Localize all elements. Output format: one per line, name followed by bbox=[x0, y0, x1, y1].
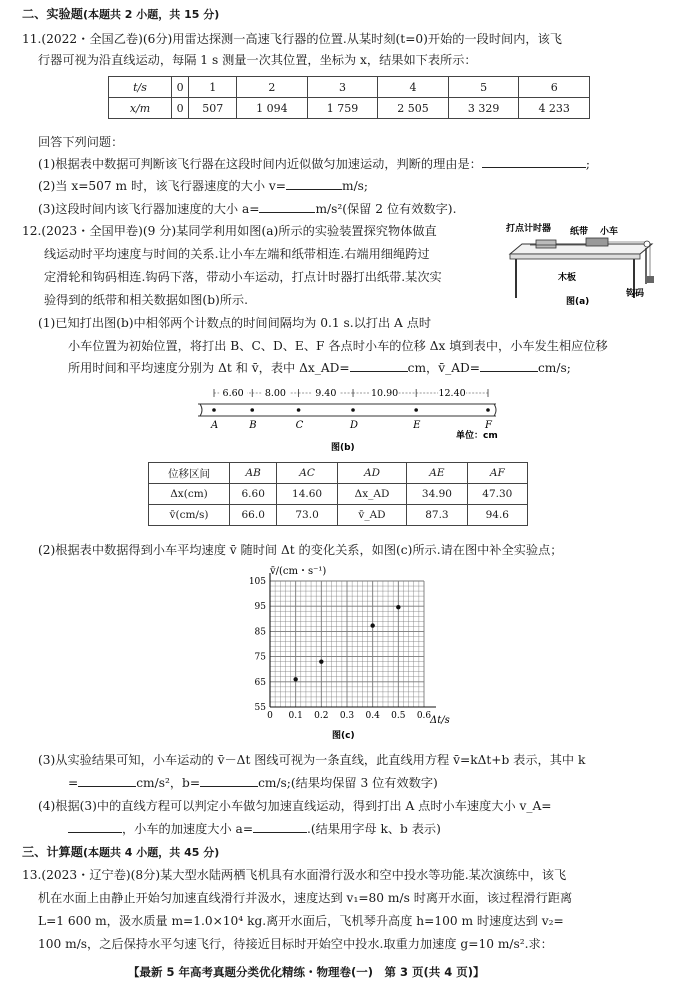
answer-blank[interactable] bbox=[68, 820, 122, 833]
y-tick-label: 95 bbox=[254, 602, 266, 613]
q11-sub3-text: (3)这段时间内该飞行器加速度的大小 a= bbox=[38, 202, 260, 216]
q12-sub4-text: .(结果用字母 k、b 表示) bbox=[307, 822, 441, 836]
q12-sub4-text: ，小车的加速度大小 a= bbox=[122, 822, 254, 836]
q11-table bbox=[108, 76, 590, 119]
table-cell: Δx_AD bbox=[337, 484, 407, 505]
tape-point-label: E bbox=[413, 420, 421, 431]
table-cell: 4 233 bbox=[519, 98, 590, 119]
q11-sub1-end: ; bbox=[585, 157, 590, 171]
table-cell: AF bbox=[467, 463, 527, 484]
tape-segment-label: 12.40 bbox=[438, 388, 466, 399]
table-cell: 34.90 bbox=[407, 484, 467, 505]
q13-line: L=1 600 m，汲水质量 m=1.0×10⁴ kg.离开水面后，飞机琴升高度 h=100 m 时速度达到 v₂= bbox=[38, 914, 564, 928]
table-cell: AC bbox=[277, 463, 337, 484]
q13-line: 机在水面上由静止开始匀加速直线滑行并汲水，速度达到 v₁=80 m/s 时离开水面，该过程滑行距离 bbox=[38, 891, 573, 905]
board-label: 木板 bbox=[558, 273, 577, 283]
tape-dot bbox=[351, 408, 355, 412]
y-tick-label: 65 bbox=[254, 677, 266, 688]
table-cell: 6.60 bbox=[230, 484, 277, 505]
table-cell: 94.6 bbox=[467, 505, 527, 526]
table-cell: 0 bbox=[172, 98, 189, 119]
chart-figure bbox=[236, 563, 456, 741]
tape-dot bbox=[414, 408, 418, 412]
q12-sub1-text: cm/s; bbox=[537, 361, 571, 375]
table-cell: AD bbox=[337, 463, 407, 484]
q12-sub1-text: 所用时间和平均速度分别为 Δt 和 v̄，表中 Δx_AD= bbox=[68, 361, 350, 375]
table-cell: 87.3 bbox=[407, 505, 467, 526]
data-point bbox=[396, 605, 400, 609]
x-tick-label: 0.2 bbox=[314, 711, 329, 721]
q13-line: 100 m/s，之后保持水平匀速飞行，待接近目标时开始空中投水.取重力加速度 g=10 m/s².求： bbox=[38, 937, 553, 951]
page-footer: 【最新 5 年高考真题分类优化精练・物理卷(一) 第 3 页(共 4 页)】 bbox=[128, 965, 485, 979]
y-tick-label: 85 bbox=[254, 627, 266, 638]
section-heading bbox=[22, 5, 219, 24]
q11-sub1 bbox=[38, 155, 590, 173]
answer-blank[interactable] bbox=[200, 774, 258, 787]
table-row bbox=[109, 77, 590, 98]
tape-dot bbox=[250, 408, 254, 412]
tape-point-label: B bbox=[249, 420, 257, 431]
table-cell: 2 bbox=[237, 77, 308, 98]
table-cell: 3 329 bbox=[448, 98, 519, 119]
table-cell: 6 bbox=[519, 77, 590, 98]
table-cell: v̄(cm/s) bbox=[149, 505, 230, 526]
table-cell: 73.0 bbox=[277, 505, 337, 526]
y-tick-label: 75 bbox=[254, 652, 266, 663]
q12-line: 线运动时平均速度与时间的关系.让小车左端和纸带相连.右端用细绳跨过 bbox=[44, 247, 430, 261]
answer-blank[interactable] bbox=[480, 359, 538, 372]
x-tick-label: 0.6 bbox=[416, 711, 432, 721]
tape-point-label: C bbox=[295, 420, 304, 431]
tape-segment-label: 10.90 bbox=[370, 388, 399, 399]
figure-caption: 图(a) bbox=[566, 297, 590, 307]
chart-caption: 图(c) bbox=[332, 731, 355, 741]
pulley-drawing bbox=[644, 241, 650, 247]
tape-segment-label: 8.00 bbox=[264, 388, 286, 399]
q12-sub4-line bbox=[68, 820, 441, 838]
answer-blank[interactable] bbox=[78, 774, 136, 787]
q12-line: 12.(2023・全国甲卷)(9 分)某同学利用如图(a)所示的实验装置探究物体做直 bbox=[22, 224, 437, 238]
x-tick-label: 0.5 bbox=[391, 711, 406, 721]
q11-sub2 bbox=[38, 177, 368, 195]
q12-sub3-text: = bbox=[68, 776, 79, 790]
tape-dot bbox=[297, 408, 301, 412]
section-title: 三、计算题 bbox=[22, 845, 83, 859]
table-row bbox=[149, 505, 528, 526]
answer-blank[interactable] bbox=[350, 359, 408, 372]
table-row bbox=[149, 484, 528, 505]
q12-sub4-line: (4)根据(3)中的直线方程可以判定小车做匀加速直线运动，得到打出 A 点时小车速度大小 v_A= bbox=[38, 799, 552, 813]
q11-sub1-text: (1)根据表中数据可判断该飞行器在这段时间内近似做匀加速运动，判断的理由是： bbox=[38, 157, 482, 171]
q11-line: 11.(2022・全国乙卷)(6分)用雷达探测一高速飞行器的位置.从某时刻(t=0)开始的一段时间内，该飞 bbox=[22, 32, 562, 46]
table-cell: 位移区间 bbox=[149, 463, 230, 484]
table-cell: t/s bbox=[109, 77, 172, 98]
table-cell: 1 759 bbox=[307, 98, 378, 119]
answer-blank[interactable] bbox=[253, 820, 307, 833]
q12-sub1-line: (1)已知打出图(b)中相邻两个计数点的时间间隔均为 0.1 s.以打出 A 点时 bbox=[38, 316, 432, 330]
table-row bbox=[109, 98, 590, 119]
tape-dot bbox=[212, 408, 216, 412]
cart-label: 小车 bbox=[600, 227, 619, 237]
answer-intro: 回答下列问题： bbox=[38, 135, 124, 149]
table-cell: 0 bbox=[172, 77, 189, 98]
q11-sub2-unit: m/s; bbox=[342, 179, 369, 193]
table-cell: 14.60 bbox=[277, 484, 337, 505]
tape-dot bbox=[486, 408, 490, 412]
q12-line: 定滑轮和钩码相连.钩码下落，带动小车运动，打点计时器打出纸带.某次实 bbox=[44, 270, 442, 284]
x-tick-label: 0.3 bbox=[339, 711, 355, 721]
timer-label: 打点计时器 bbox=[506, 224, 552, 234]
table-cell: v̄_AD bbox=[337, 505, 407, 526]
section-title: 二、实验题 bbox=[22, 7, 83, 21]
weight-drawing bbox=[647, 276, 654, 283]
x-tick-label: 0.1 bbox=[288, 711, 303, 721]
weight-label: 钩码 bbox=[626, 289, 645, 299]
table-cell: 507 bbox=[189, 98, 237, 119]
tape-label: 纸带 bbox=[570, 227, 589, 237]
q11-sub3-unit: m/s²(保留 2 位有效数字). bbox=[315, 202, 457, 216]
q12-sub1-line: 小车位置为初始位置，将打出 B、C、D、E、F 各点时小车的位移 Δx 填到表中，小车发生相应位移 bbox=[68, 339, 608, 353]
q11-sub2-text: (2)当 x=507 m 时，该飞行器速度的大小 v= bbox=[38, 179, 287, 193]
data-point bbox=[370, 623, 374, 627]
x-axis-label: Δt/s bbox=[430, 715, 450, 726]
q12-sub3-line bbox=[68, 774, 438, 792]
table-cell: Δx(cm) bbox=[149, 484, 230, 505]
section-heading bbox=[22, 843, 219, 862]
y-tick-label: 105 bbox=[248, 577, 266, 587]
table-cell: 1 bbox=[189, 77, 237, 98]
y-tick-label: 55 bbox=[254, 703, 266, 713]
table-cell: 47.30 bbox=[467, 484, 527, 505]
q12-sub3-text: cm/s²，b= bbox=[136, 776, 201, 790]
q11-sub3 bbox=[38, 200, 456, 218]
table-cell: 2 505 bbox=[378, 98, 449, 119]
answer-blank[interactable] bbox=[259, 200, 315, 213]
tape-caption: 图(b) bbox=[331, 443, 355, 453]
cart-drawing bbox=[586, 238, 608, 246]
tape-segment-label: 9.40 bbox=[315, 388, 337, 399]
timer-drawing bbox=[536, 240, 556, 248]
y-axis-label: v̄/(cm・s⁻¹) bbox=[270, 566, 327, 577]
x-tick-label: 0 bbox=[267, 711, 273, 721]
q12-sub3-line: (3)从实验结果可知，小车运动的 v̄－Δt 图线可视为一条直线，此直线用方程 v̄=kΔt+b 表示，其中 k bbox=[38, 753, 586, 767]
table-row bbox=[149, 463, 528, 484]
x-tick-label: 0.4 bbox=[365, 711, 380, 721]
q12-sub1-text: cm，v̄_AD= bbox=[407, 361, 480, 375]
table-cell: x/m bbox=[109, 98, 172, 119]
q11-line: 行器可视为沿直线运动，每隔 1 s 测量一次其位置，坐标为 x，结果如下表所示： bbox=[38, 53, 477, 67]
apparatus-figure bbox=[500, 218, 660, 318]
tape-point-label: D bbox=[350, 420, 359, 431]
table-cell: 66.0 bbox=[230, 505, 277, 526]
tape-figure bbox=[198, 383, 498, 453]
answer-blank[interactable] bbox=[482, 155, 586, 168]
table-cell: AB bbox=[230, 463, 277, 484]
data-point bbox=[319, 659, 323, 663]
section-note: (本题共 2 小题，共 15 分) bbox=[82, 8, 220, 21]
q12-table bbox=[148, 462, 528, 526]
answer-blank[interactable] bbox=[286, 177, 342, 190]
tape-point-label: A bbox=[211, 420, 219, 431]
table-cell: 4 bbox=[378, 77, 449, 98]
tape-unit: 单位：cm bbox=[456, 431, 498, 441]
q12-sub3-text: cm/s;(结果均保留 3 位有效数字) bbox=[258, 776, 438, 790]
q12-line: 验得到的纸带和相关数据如图(b)所示. bbox=[44, 293, 248, 307]
tape-segment-label: 6.60 bbox=[222, 388, 244, 399]
table-cell: 5 bbox=[448, 77, 519, 98]
tape-point-label: F bbox=[485, 420, 492, 431]
table-cell: 1 094 bbox=[237, 98, 308, 119]
q12-sub1-line bbox=[68, 359, 571, 377]
q13-line: 13.(2023・辽宁卷)(8分)某大型水陆两栖飞机具有水面滑行汲水和空中投水等功能.某次演练中，该飞 bbox=[22, 868, 567, 882]
section-note: (本题共 4 小题，共 45 分) bbox=[82, 846, 220, 859]
table-cell: 3 bbox=[307, 77, 378, 98]
data-point bbox=[293, 677, 297, 681]
table-cell: AE bbox=[407, 463, 467, 484]
q12-sub2: (2)根据表中数据得到小车平均速度 v̄ 随时间 Δt 的变化关系，如图(c)所示.请在图中补全实验点； bbox=[38, 543, 563, 557]
